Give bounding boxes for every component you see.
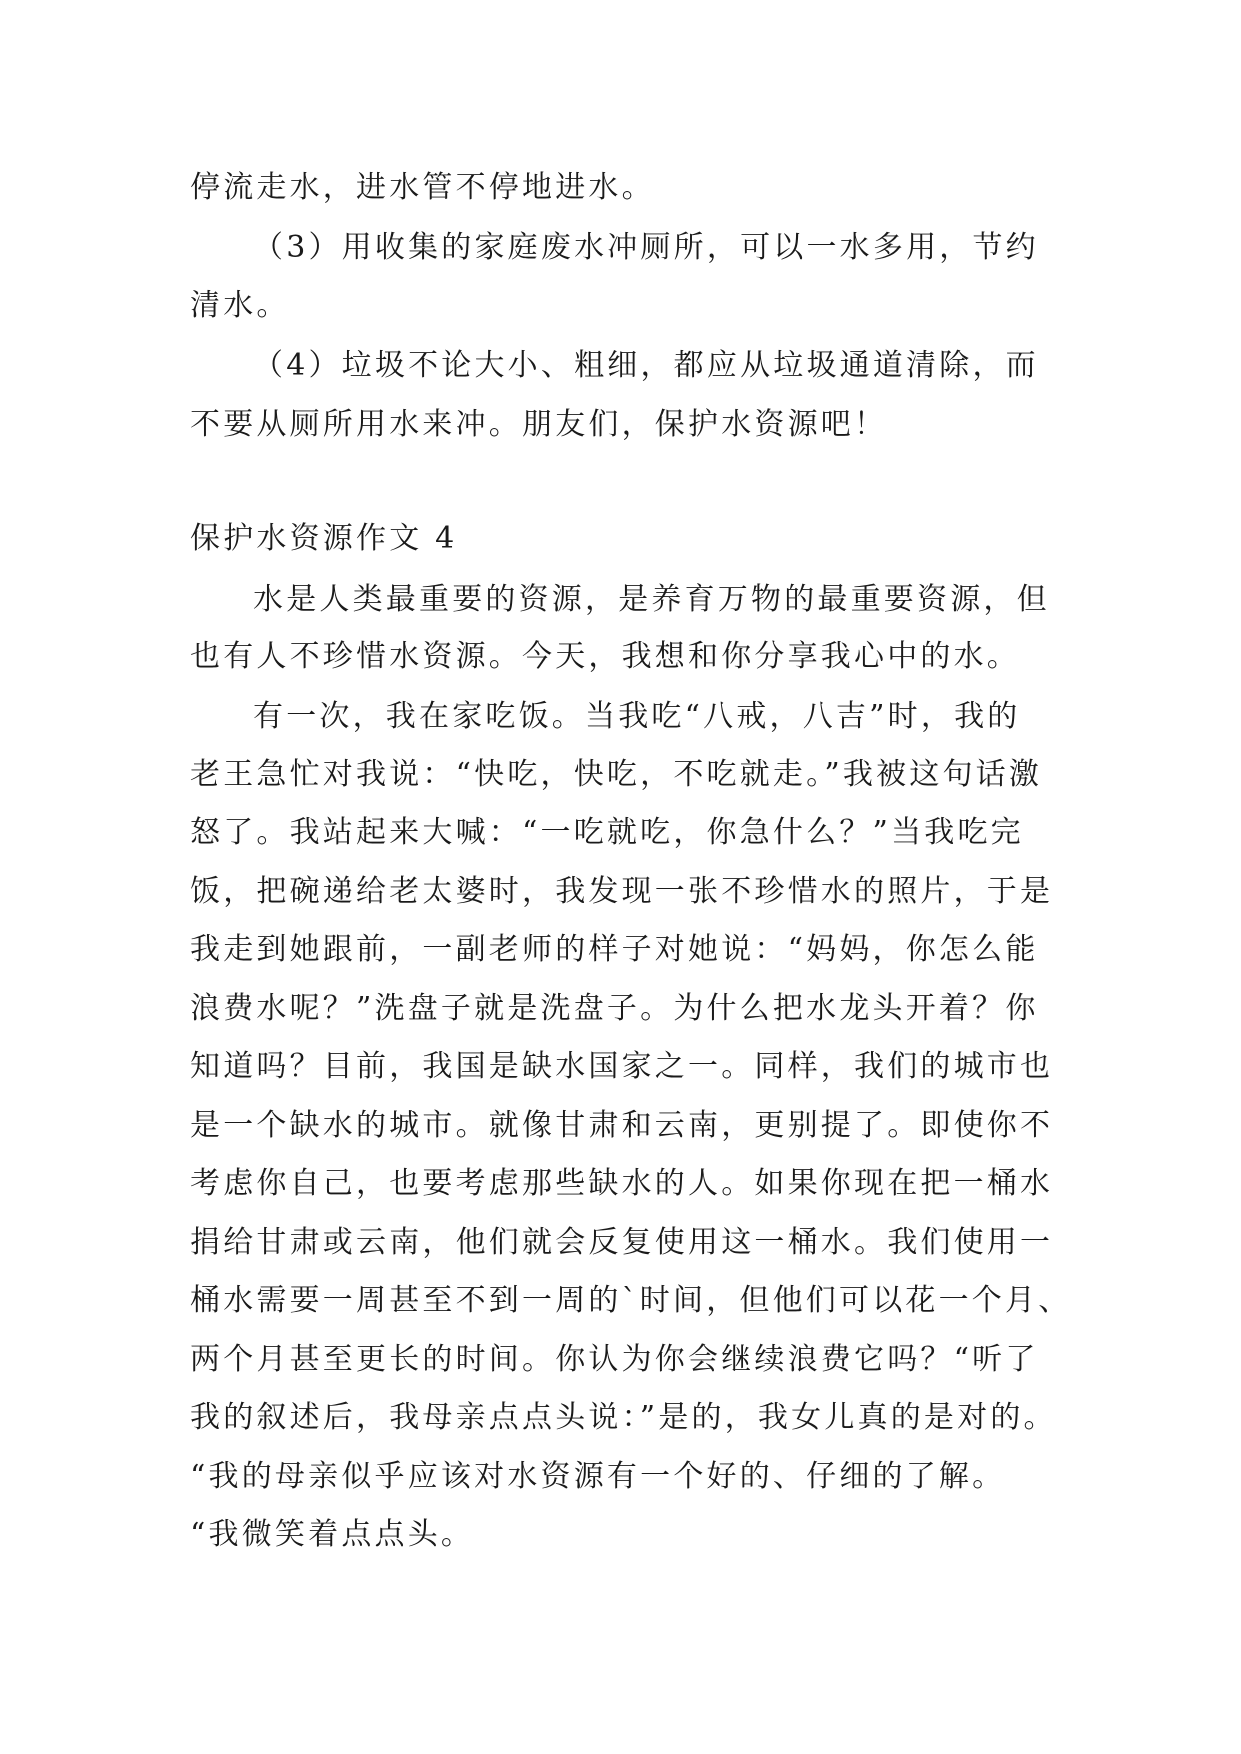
list-item-4-line: 不要从厕所用水来冲。朋友们，保护水资源吧！ (190, 407, 888, 442)
text-line: 停流走水，进水管不停地进水。 (190, 170, 655, 205)
paragraph-line: 捐给甘肃或云南，他们就会反复使用这一桶水。我们使用一 (190, 1225, 1054, 1260)
paragraph-line: 两个月甚至更长的时间。你认为你会继续浪费它吗？“听了 (190, 1342, 1039, 1377)
list-item-3-line: 清水。 (190, 288, 290, 323)
paragraph-line: 浪费水呢？”洗盘子就是洗盘子。为什么把水龙头开着？你 (190, 991, 1039, 1026)
paragraph-line: 饭，把碗递给老太婆时，我发现一张不珍惜水的照片，于是 (190, 874, 1054, 909)
paragraph-line: 怒了。我站起来大喊：“一吃就吃，你急什么？”当我吃完 (190, 815, 1024, 850)
paragraph-line: “我微笑着点点头。 (190, 1517, 475, 1552)
paragraph-line: “我的母亲似乎应该对水资源有一个好的、仔细的了解。 (190, 1459, 1006, 1494)
paragraph-line: 我走到她跟前，一副老师的样子对她说：“妈妈，你怎么能 (190, 932, 1039, 967)
list-item-4-line: （4）垃圾不论大小、粗细，都应从垃圾通道清除，而 (253, 348, 1039, 383)
paragraph-line: 有一次，我在家吃饭。当我吃“八戒，八吉”时，我的 (253, 699, 1021, 734)
paragraph-line: 考虑你自己，也要考虑那些缺水的人。如果你现在把一桶水 (190, 1166, 1054, 1201)
paragraph-line: 知道吗？目前，我国是缺水国家之一。同样，我们的城市也 (190, 1049, 1054, 1084)
paragraph-line: 桶水需要一周甚至不到一周的`时间，但他们可以花一个月、 (190, 1283, 1072, 1318)
paragraph-line: 也有人不珍惜水资源。今天，我想和你分享我心中的水。 (190, 639, 1020, 674)
paragraph-line: 老王急忙对我说：“快吃，快吃，不吃就走。”我被这句话激 (190, 757, 1043, 792)
paragraph-line: 我的叙述后，我母亲点点头说：”是的，我女儿真的是对的。 (190, 1400, 1057, 1435)
paragraph-line: 是一个缺水的城市。就像甘肃和云南，更别提了。即使你不 (190, 1108, 1054, 1143)
paragraph-line: 水是人类最重要的资源，是养育万物的最重要资源，但 (253, 582, 1050, 617)
list-item-3-line: （3）用收集的家庭废水冲厕所，可以一水多用，节约 (253, 230, 1039, 265)
essay-heading: 保护水资源作文 4 (190, 521, 458, 556)
